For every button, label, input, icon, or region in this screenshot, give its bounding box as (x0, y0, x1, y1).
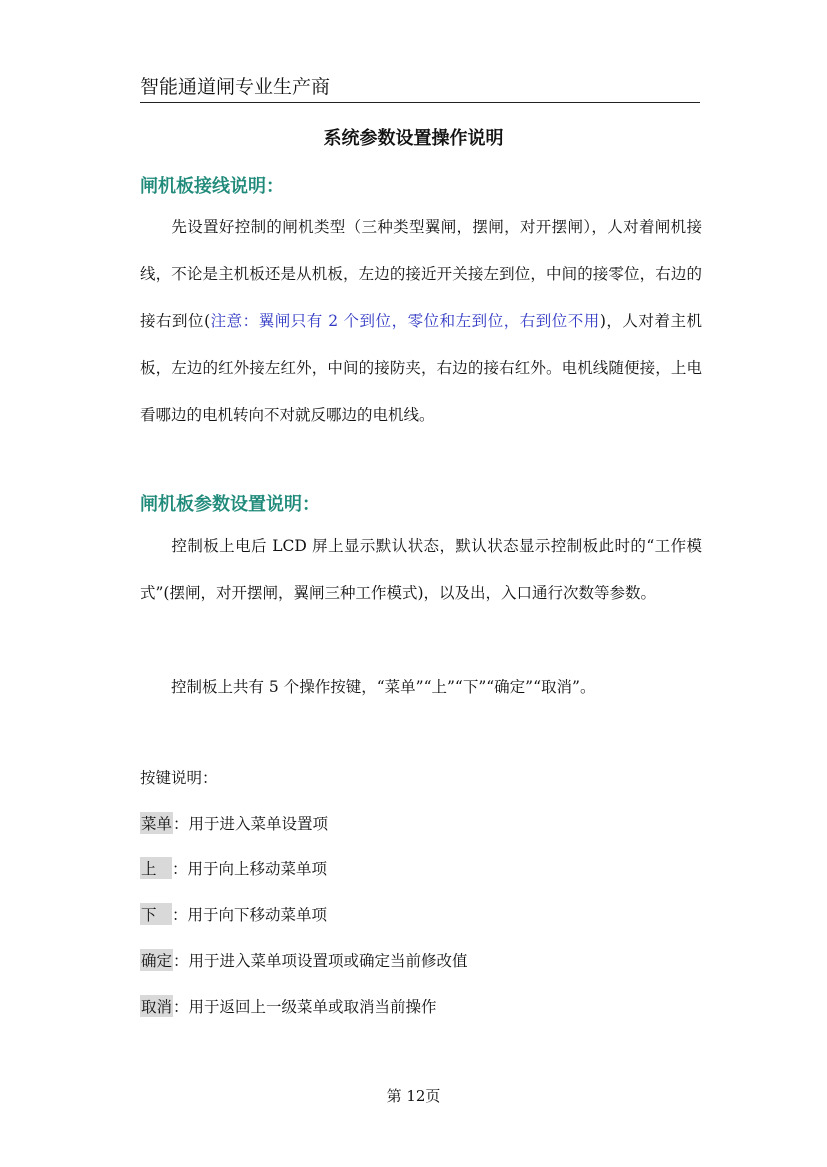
key-desc-menu: ：用于进入菜单设置项 (173, 815, 329, 833)
key-item-menu (140, 812, 328, 834)
section-heading-parameters: 闸机板参数设置说明： (140, 494, 320, 515)
wiring-paragraph (140, 204, 702, 439)
key-label-menu: 菜单 (140, 812, 173, 834)
key-item-up (140, 857, 327, 879)
document-title: 系统参数设置操作说明 (323, 128, 504, 149)
section-heading-wiring: 闸机板接线说明： (140, 176, 284, 197)
buttons-paragraph (140, 664, 702, 711)
key-desc-confirm: ：用于进入菜单项设置项或确定当前修改值 (173, 952, 468, 970)
key-desc-down: ：用于向下移动菜单项 (172, 906, 328, 924)
key-label-cancel: 取消 (140, 995, 173, 1017)
key-description-intro: 按键说明： (140, 769, 218, 787)
page-header: 智能通道闸专业生产商 (140, 72, 700, 103)
buttons-text: 控制板上共有 5 个操作按键，“菜单”“上”“下”“确定”“取消”。 (171, 678, 596, 696)
key-item-cancel (140, 995, 437, 1017)
key-item-confirm (140, 949, 468, 971)
key-label-up: 上 (140, 857, 172, 879)
wiring-text-part1: 先设置好控制的闸机类型（三种类型翼闸，摆闸，对开摆闸），人对着闸机接线，不论是主机板还是从机板，左边的接近开关接左到位，中间的接零位，右边的接右到位( (140, 218, 702, 330)
page-number: 第 12页 (386, 1087, 441, 1105)
parameters-paragraph (140, 523, 702, 617)
wiring-note: 注意：翼闸只有 2 个到位，零位和左到位，右到位不用 (210, 312, 600, 330)
key-label-down: 下 (140, 903, 172, 925)
parameters-text: 控制板上电后 LCD 屏上显示默认状态，默认状态显示控制板此时的“工作模式”(摆闸，对开摆闸，翼闸三种工作模式)，以及出，入口通行次数等参数。 (140, 537, 702, 602)
key-desc-up: ：用于向上移动菜单项 (172, 860, 328, 878)
key-desc-cancel: ：用于返回上一级菜单或取消当前操作 (173, 998, 437, 1016)
wiring-text-part2: )，人对着主机板，左边的红外接左红外，中间的接防夹，右边的接右红外。电机线随便接，上电看哪边的电机转向不对就反哪边的电机线。 (140, 312, 702, 424)
key-label-confirm: 确定 (140, 949, 173, 971)
key-item-down (140, 903, 327, 925)
